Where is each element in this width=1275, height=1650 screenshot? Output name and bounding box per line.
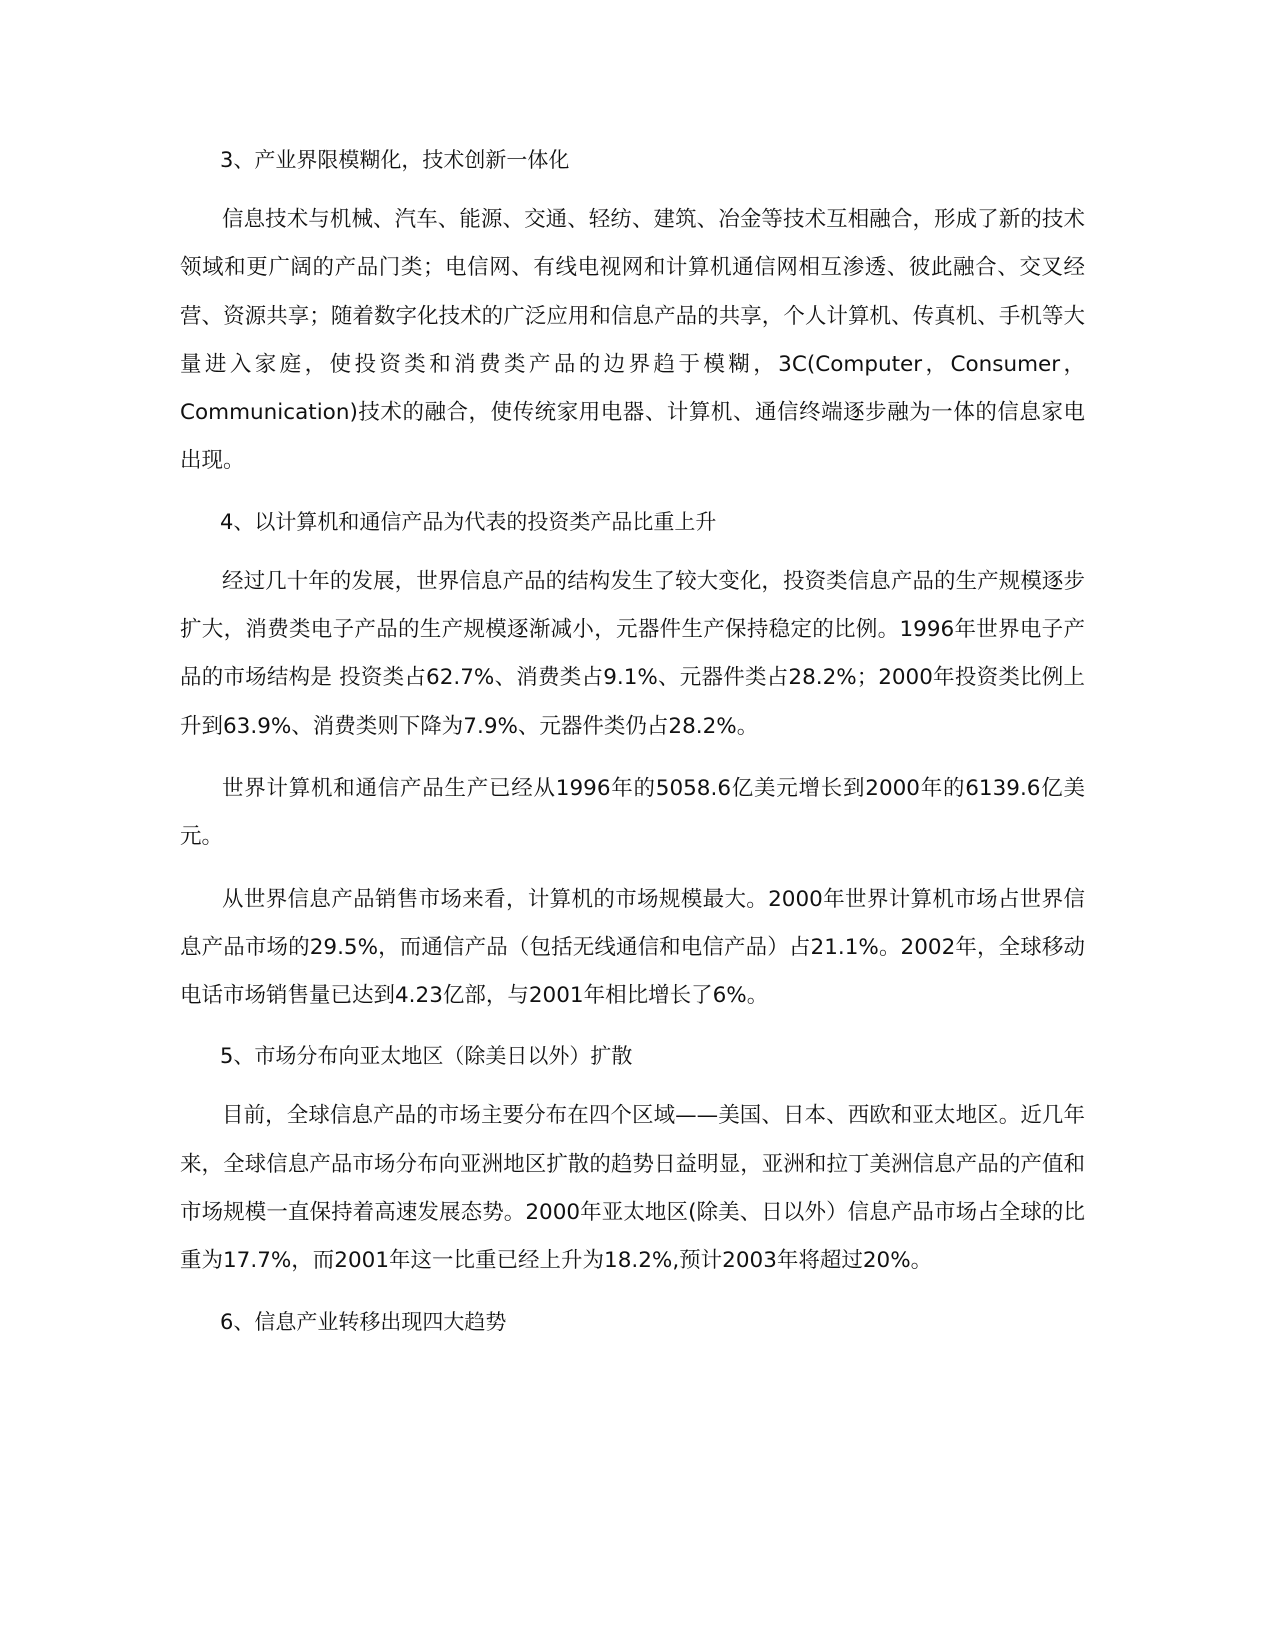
document-page — [180, 138, 1085, 1358]
section-4-paragraph-1: 经过几十年的发展，世界信息产品的结构发生了较大变化，投资类信息产品的生产规模逐步扩大，消费类电子产品的生产规模逐渐减小，元器件生产保持稳定的比例。1996年世界电子产品的市场结构是 投资类占62.7%、消费类占9.1%、元器件类占28.2%；2000年投资类比例上升到63.9%、消费类则下降为7.9%、元器件类仍占28.2%。 — [180, 568, 1085, 739]
section-5-paragraph-1: 目前，全球信息产品的市场主要分布在四个区域——美国、日本、西欧和亚太地区。近几年来，全球信息产品市场分布向亚洲地区扩散的趋势日益明显，亚洲和拉丁美洲信息产品的产值和市场规模一直保持着高速发展态势。2000年亚太地区(除美、日以外）信息产品市场占全球的比重为17.7%，而2001年这一比重已经上升为18.2%,预计2003年将超过20%。 — [180, 1103, 1085, 1274]
section-heading-4: 4、以计算机和通信产品为代表的投资类产品比重上升 — [220, 509, 717, 534]
section-4-paragraph-3: 从世界信息产品销售市场来看，计算机的市场规模最大。2000年世界计算机市场占世界信息产品市场的29.5%，而通信产品（包括无线通信和电信产品）占21.1%。2002年，全球移动电话市场销售量已达到4.23亿部，与2001年相比增长了6%。 — [180, 886, 1085, 1009]
section-heading-3: 3、产业界限模糊化，技术创新一体化 — [220, 148, 570, 172]
section-3-paragraph-1: 信息技术与机械、汽车、能源、交通、轻纺、建筑、冶金等技术互相融合，形成了新的技术领域和更广阔的产品门类；电信网、有线电视网和计算机通信网相互渗透、彼此融合、交叉经营、资源共享；随着数字化技术的广泛应用和信息产品的共享，个人计算机、传真机、手机等大量进入家庭，使投资类和消费类产品的边界趋于模糊，3C(Computer，Consumer，Communication)技术的融合，使传统家用电器、计算机、通信终端逐步融为一体的信息家电出现。 — [180, 207, 1085, 474]
section-4-paragraph-2: 世界计算机和通信产品生产已经从1996年的5058.6亿美元增长到2000年的6139.6亿美元。 — [180, 775, 1085, 850]
section-heading-6: 6、信息产业转移出现四大趋势 — [220, 1309, 507, 1334]
section-heading-5: 5、市场分布向亚太地区（除美日以外）扩散 — [220, 1044, 633, 1069]
